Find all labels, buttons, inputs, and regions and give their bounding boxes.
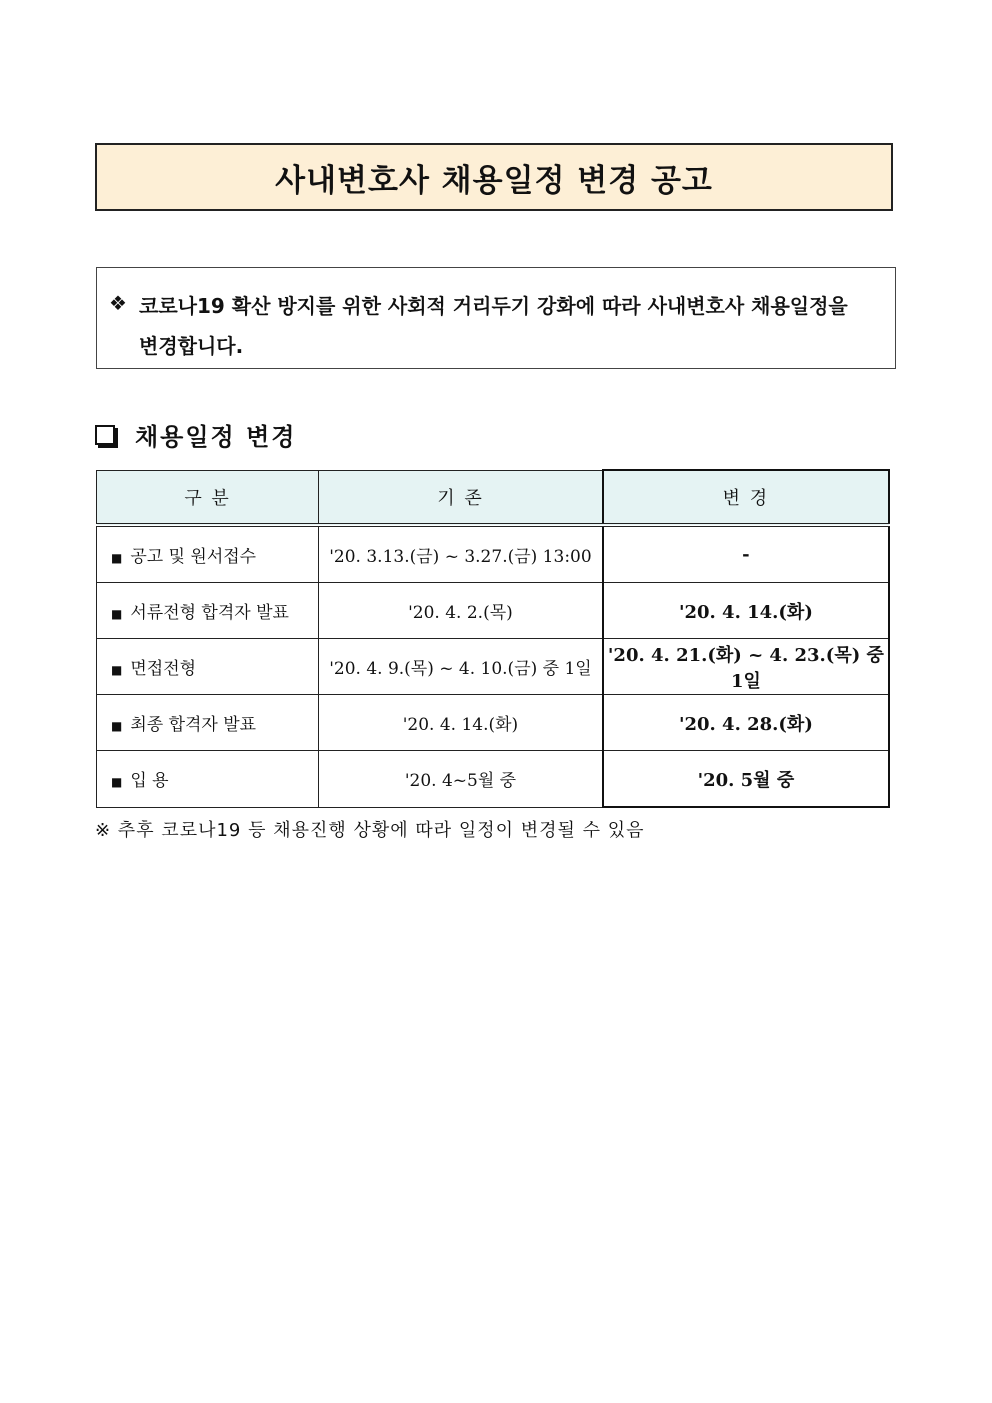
notice-line-2: 변경합니다. xyxy=(139,334,244,358)
table-row xyxy=(97,639,890,695)
row-old: '20. 3.13.(금) ~ 3.27.(금) 13:00 xyxy=(319,525,603,583)
row-new: '20. 4. 21.(화) ~ 4. 23.(목) 중 1일 xyxy=(603,639,889,695)
row-new: - xyxy=(603,525,889,583)
row-category-cell xyxy=(97,695,319,751)
square-bullet-icon: ■ xyxy=(111,551,123,565)
row-category: 공고 및 원서접수 xyxy=(130,547,257,567)
row-category: 서류전형 합격자 발표 xyxy=(130,603,289,623)
table-row xyxy=(97,751,890,808)
table-row xyxy=(97,583,890,639)
square-bullet-icon: ■ xyxy=(111,719,123,733)
row-category-cell xyxy=(97,751,319,808)
page-title: 사내변호사 채용일정 변경 공고 xyxy=(275,162,713,199)
schedule-table xyxy=(96,469,890,808)
title-box xyxy=(95,143,893,211)
diamond-bullet-icon: ❖ xyxy=(109,291,127,315)
table-row xyxy=(97,525,890,583)
square-bullet-icon: ■ xyxy=(111,775,123,790)
footnote: ※ 추후 코로나19 등 채용진행 상황에 따라 일정이 변경될 수 있음 xyxy=(95,820,645,841)
row-old: '20. 4. 14.(화) xyxy=(319,695,603,751)
row-old: '20. 4. 2.(목) xyxy=(319,583,603,639)
row-new: '20. 4. 14.(화) xyxy=(603,583,889,639)
row-category: 면접전형 xyxy=(130,659,197,679)
row-category-cell xyxy=(97,639,319,695)
row-category: 최종 합격자 발표 xyxy=(130,715,257,735)
square-bullet-icon: ■ xyxy=(111,607,123,621)
square-bullet-icon: ■ xyxy=(111,663,123,677)
row-new: '20. 4. 28.(화) xyxy=(603,695,889,751)
header-new: 변 경 xyxy=(603,470,889,525)
row-category-cell xyxy=(97,525,319,583)
notice-line-1: 코로나19 확산 방지를 위한 사회적 거리두기 강화에 따라 사내변호사 채용일정을 xyxy=(139,294,848,318)
notice-text xyxy=(139,286,848,366)
row-category-cell xyxy=(97,583,319,639)
row-new: '20. 5월 중 xyxy=(603,751,889,808)
notice-box xyxy=(96,267,896,369)
row-old: '20. 4~5월 중 xyxy=(319,751,603,808)
section-heading xyxy=(95,417,296,452)
header-category: 구 분 xyxy=(97,470,319,525)
table-row xyxy=(97,695,890,751)
checkbox-square-icon xyxy=(95,425,115,445)
section-label: 채용일정 변경 xyxy=(135,422,297,451)
table-header-row xyxy=(97,470,890,525)
row-old: '20. 4. 9.(목) ~ 4. 10.(금) 중 1일 xyxy=(319,639,603,695)
row-category: 입 용 xyxy=(130,771,169,792)
header-old: 기 존 xyxy=(319,470,603,525)
